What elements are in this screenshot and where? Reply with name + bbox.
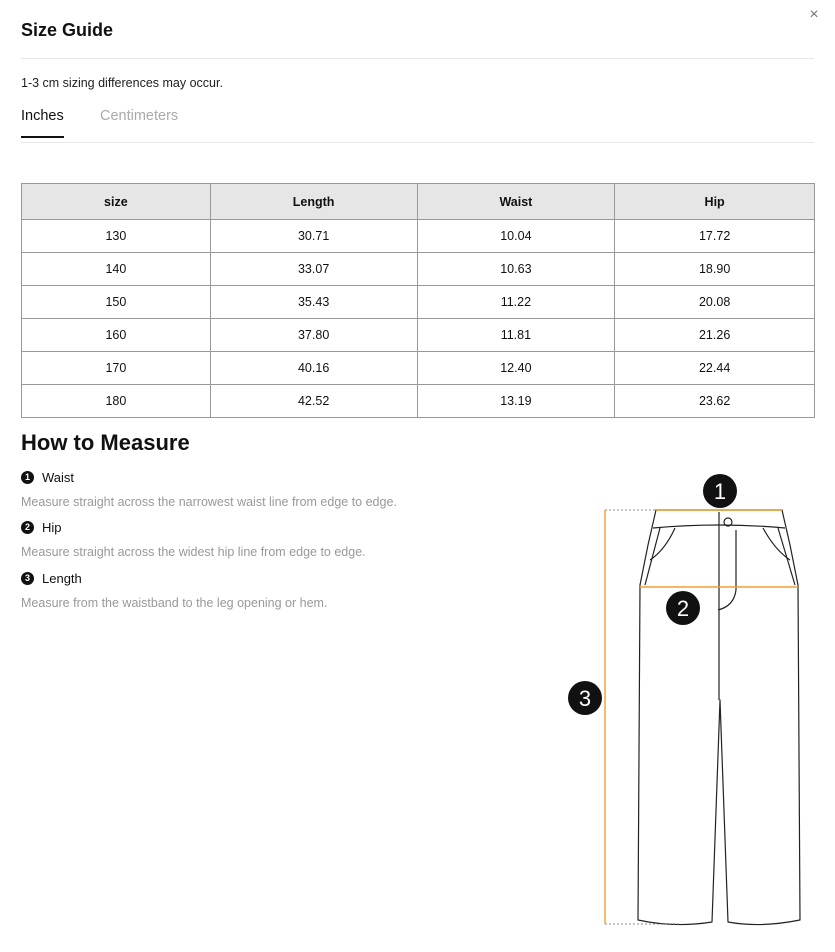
step-description: Measure from the waistband to the leg opening or hem.: [21, 596, 328, 610]
cell-length: 42.52: [210, 385, 417, 418]
step-label: Waist: [42, 470, 75, 485]
header-hip: Hip: [615, 184, 815, 220]
table-row: [22, 286, 815, 319]
number-3-icon: 3: [21, 572, 34, 585]
cell-length: 33.07: [210, 253, 417, 286]
cell-waist: 10.04: [417, 220, 615, 253]
table-row: [22, 319, 815, 352]
cell-waist: 10.63: [417, 253, 615, 286]
table-row: [22, 253, 815, 286]
cell-length: 37.80: [210, 319, 417, 352]
header-size: size: [22, 184, 211, 220]
marker-2-label: 2: [676, 596, 690, 621]
cell-hip: 20.08: [615, 286, 815, 319]
sizing-note: 1-3 cm sizing differences may occur.: [21, 76, 223, 90]
table-header-row: [22, 184, 815, 220]
header-length: Length: [210, 184, 417, 220]
step-label: Hip: [42, 520, 62, 535]
cell-hip: 23.62: [615, 385, 815, 418]
header-waist: Waist: [417, 184, 615, 220]
cell-length: 35.43: [210, 286, 417, 319]
step-description: Measure straight across the widest hip line from edge to edge.: [21, 545, 366, 559]
step-length: [21, 571, 327, 610]
step-description: Measure straight across the narrowest waist line from edge to edge.: [21, 495, 397, 509]
marker-3-label: 3: [578, 686, 592, 711]
cell-size: 140: [22, 253, 211, 286]
close-icon[interactable]: ×: [809, 6, 819, 23]
cell-hip: 17.72: [615, 220, 815, 253]
cell-size: 170: [22, 352, 211, 385]
cell-size: 160: [22, 319, 211, 352]
cell-hip: 21.26: [615, 319, 815, 352]
cell-waist: 13.19: [417, 385, 615, 418]
pants-diagram-icon: [560, 470, 810, 940]
cell-size: 130: [22, 220, 211, 253]
tab-inches[interactable]: Inches: [21, 108, 64, 138]
step-waist: [21, 470, 397, 509]
table-row: [22, 352, 815, 385]
step-label: Length: [42, 571, 82, 586]
cell-waist: 11.81: [417, 319, 615, 352]
table-row: [22, 385, 815, 418]
cell-hip: 22.44: [615, 352, 815, 385]
number-2-icon: 2: [21, 521, 34, 534]
cell-length: 40.16: [210, 352, 417, 385]
unit-tabs: [21, 104, 814, 143]
table-row: [22, 220, 815, 253]
divider: [21, 58, 814, 59]
size-table: [21, 183, 815, 418]
cell-size: 180: [22, 385, 211, 418]
cell-hip: 18.90: [615, 253, 815, 286]
cell-waist: 12.40: [417, 352, 615, 385]
tab-centimeters[interactable]: Centimeters: [100, 108, 179, 124]
step-hip: [21, 520, 366, 559]
cell-waist: 11.22: [417, 286, 615, 319]
cell-length: 30.71: [210, 220, 417, 253]
modal-title: Size Guide: [21, 20, 114, 40]
how-to-measure-title: How to Measure: [21, 430, 190, 455]
cell-size: 150: [22, 286, 211, 319]
number-1-icon: 1: [21, 471, 34, 484]
marker-1-label: 1: [713, 479, 727, 504]
